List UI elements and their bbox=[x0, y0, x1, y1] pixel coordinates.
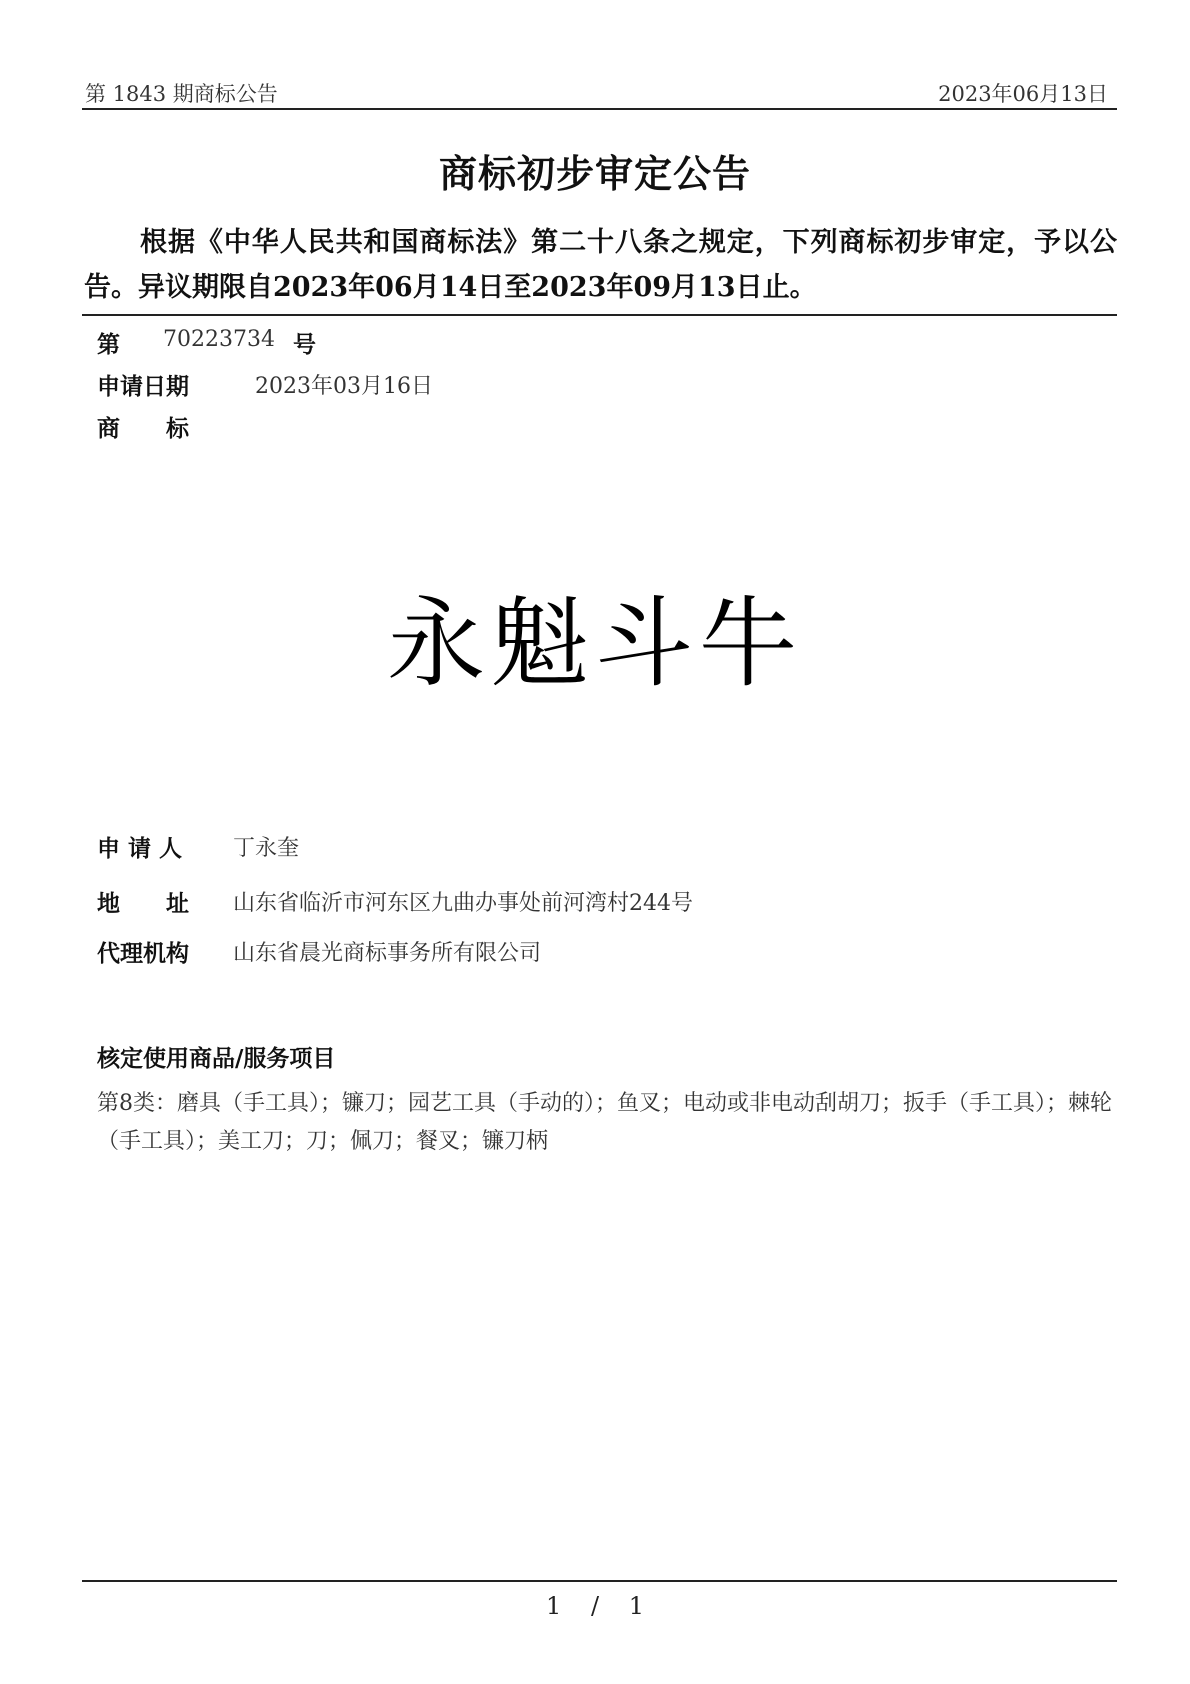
applicant-name: 丁永奎 bbox=[233, 836, 300, 861]
total-pages: 1 bbox=[628, 1592, 644, 1620]
application-date-label: 申请日期 bbox=[97, 373, 189, 400]
goods-list: 第8类：磨具（手工具）；镰刀；园艺工具（手动的）；鱼叉；电动或非电动刮胡刀；扳手（手工具）；棘轮（手工具）；美工刀；刀；佩刀；餐叉；镰刀柄 bbox=[97, 1091, 1113, 1154]
footer-divider bbox=[82, 1580, 1117, 1582]
application-date: 2023年03月16日 bbox=[255, 374, 433, 399]
applicant-address: 山东省临沂市河东区九曲办事处前河湾村244号 bbox=[233, 891, 693, 916]
agent-label: 代理机构 bbox=[97, 940, 189, 967]
page-title: 商标初步审定公告 bbox=[438, 151, 751, 196]
current-page: 1 bbox=[546, 1592, 562, 1620]
number-label-suffix: 号 bbox=[293, 331, 316, 358]
trademark-label: 商 标 bbox=[97, 415, 189, 442]
goods-label: 核定使用商品/服务项目 bbox=[97, 1045, 336, 1072]
announcement-text: 根据《中华人民共和国商标法》第二十八条之规定，下列商标初步审定，予以公告。异议期限自2023年06月14日至2023年09月13日止。 bbox=[84, 227, 1117, 303]
section-divider bbox=[82, 314, 1117, 316]
issue-number: 第 1843 期商标公告 bbox=[85, 82, 278, 106]
address-label: 地 址 bbox=[97, 890, 189, 917]
page-indicator bbox=[0, 1592, 1190, 1620]
page-separator: / bbox=[590, 1592, 600, 1620]
applicant-label: 申 请 人 bbox=[97, 835, 183, 862]
trademark-mark: 永魁斗牛 bbox=[386, 587, 803, 701]
publication-date: 2023年06月13日 bbox=[938, 82, 1108, 106]
header-divider bbox=[82, 108, 1117, 110]
agent-name: 山东省晨光商标事务所有限公司 bbox=[233, 941, 542, 966]
trademark-number: 70223734 bbox=[163, 327, 275, 352]
number-label-prefix: 第 bbox=[97, 331, 120, 358]
